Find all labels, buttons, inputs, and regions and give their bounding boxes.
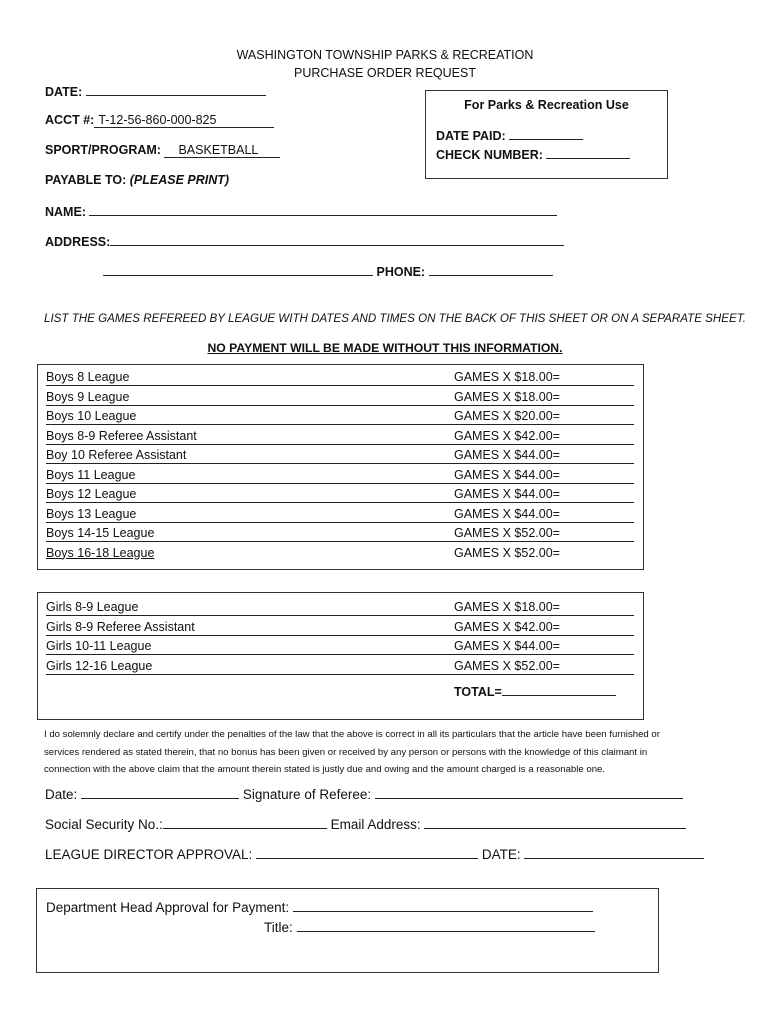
check-number-field[interactable] bbox=[546, 146, 630, 159]
league-rate: GAMES X $18.00= bbox=[454, 370, 560, 384]
league-rate: GAMES X $44.00= bbox=[454, 639, 560, 653]
league-rate: GAMES X $52.00= bbox=[454, 545, 560, 560]
signature-row bbox=[45, 786, 683, 802]
payable-label: PAYABLE TO: bbox=[45, 173, 127, 187]
name-row: NAME: bbox=[45, 203, 557, 219]
declaration-line-3: connection with the above claim that the amount therein stated is justly due and owing and the amount charged is a reasonable one. bbox=[44, 764, 606, 775]
league-row bbox=[46, 635, 634, 655]
league-rate: GAMES X $44.00= bbox=[454, 448, 560, 462]
league-rate: GAMES X $42.00= bbox=[454, 428, 560, 443]
office-box-title: For Parks & Recreation Use bbox=[464, 98, 629, 112]
boys-leagues-box bbox=[37, 364, 644, 570]
date-label: DATE: bbox=[45, 85, 83, 99]
league-name: Girls 12-16 League bbox=[46, 658, 153, 673]
league-name: Boys 14-15 League bbox=[46, 526, 155, 540]
check-number-label: CHECK NUMBER: bbox=[436, 148, 543, 162]
league-row bbox=[46, 655, 634, 675]
league-rate: GAMES X $44.00= bbox=[454, 487, 560, 501]
league-row bbox=[46, 522, 634, 542]
org-title: WASHINGTON TOWNSHIP PARKS & RECREATION bbox=[236, 48, 534, 62]
league-row bbox=[46, 386, 634, 406]
director-approval-label: LEAGUE DIRECTOR APPROVAL: bbox=[45, 847, 253, 862]
address-field-2[interactable] bbox=[103, 263, 373, 276]
league-rate: GAMES X $18.00= bbox=[454, 600, 560, 614]
referee-signature-label: Signature of Referee: bbox=[242, 787, 372, 802]
check-number-row bbox=[436, 146, 630, 162]
league-name: Boy 10 Referee Assistant bbox=[46, 448, 187, 462]
girls-leagues-box bbox=[37, 592, 644, 720]
league-rate: GAMES X $42.00= bbox=[454, 619, 560, 634]
total-row bbox=[454, 683, 616, 699]
league-row bbox=[46, 464, 634, 484]
phone-field[interactable] bbox=[429, 263, 553, 276]
program-field[interactable]: BASKETBALL bbox=[164, 143, 280, 158]
program-label: SPORT/PROGRAM: bbox=[45, 143, 161, 157]
date-paid-label: DATE PAID: bbox=[436, 129, 506, 143]
ssn-field[interactable] bbox=[163, 816, 327, 829]
league-row bbox=[46, 596, 634, 616]
dept-head-box bbox=[36, 888, 659, 973]
league-name: Boys 9 League bbox=[46, 389, 130, 404]
payment-warning: NO PAYMENT WILL BE MADE WITHOUT THIS INFORMATION. bbox=[207, 341, 563, 355]
date-row bbox=[45, 83, 266, 99]
league-name: Boys 8 League bbox=[46, 370, 130, 384]
acct-row bbox=[45, 113, 274, 128]
dept-approval-row bbox=[46, 899, 593, 915]
instructions-text: LIST THE GAMES REFEREED BY LEAGUE WITH DATES AND TIMES ON THE BACK OF THIS SHEET OR ON A SEPARATE SHEET. bbox=[44, 312, 746, 325]
date-field[interactable] bbox=[86, 83, 266, 96]
league-name: Boys 8-9 Referee Assistant bbox=[46, 428, 197, 443]
league-name: Boys 10 League bbox=[46, 409, 137, 423]
league-name: Boys 13 League bbox=[46, 506, 137, 521]
office-use-box bbox=[425, 90, 668, 179]
league-row bbox=[46, 483, 634, 503]
league-row bbox=[46, 444, 634, 464]
declaration-line-2: services rendered as stated therein, that no bonus has been given or received by any person or persons with the knowledge of this claimant in bbox=[44, 746, 648, 758]
league-name: Boys 11 League bbox=[46, 467, 136, 482]
league-name: Girls 8-9 Referee Assistant bbox=[46, 619, 195, 634]
ssn-label: Social Security No.: bbox=[45, 817, 163, 832]
acct-label: ACCT #: bbox=[45, 113, 95, 127]
sig-date-label: Date: bbox=[45, 787, 78, 802]
league-row bbox=[46, 405, 634, 425]
dept-title-label: Title: bbox=[264, 920, 293, 935]
payable-row bbox=[45, 173, 229, 187]
league-name: Boys 16-18 League bbox=[46, 545, 155, 560]
address-label: ADDRESS: bbox=[45, 235, 111, 249]
form-title: PURCHASE ORDER REQUEST bbox=[294, 66, 476, 80]
name-label: NAME bbox=[45, 205, 82, 219]
date-paid-row bbox=[436, 127, 583, 143]
referee-signature-field[interactable] bbox=[375, 786, 683, 799]
dept-title-row bbox=[264, 919, 595, 935]
league-row bbox=[46, 503, 634, 523]
total-field[interactable] bbox=[502, 683, 616, 696]
address-field-1[interactable] bbox=[110, 233, 564, 246]
email-field[interactable] bbox=[424, 816, 686, 829]
date-paid-field[interactable] bbox=[509, 127, 583, 140]
phone-label: PHONE: bbox=[376, 265, 426, 279]
league-rate: GAMES X $44.00= bbox=[454, 506, 560, 521]
declaration-line-1: I do solemnly declare and certify under the penalties of the law that the above is correct in all its particulars that the article have been furnished or bbox=[44, 729, 660, 740]
director-date-label: DATE: bbox=[481, 847, 521, 862]
acct-field[interactable]: T-12-56-860-000-825 bbox=[94, 113, 274, 128]
dept-approval-field[interactable] bbox=[293, 899, 593, 912]
league-name: Boys 12 League bbox=[46, 487, 137, 501]
director-date-field[interactable] bbox=[524, 846, 704, 859]
league-row bbox=[46, 616, 634, 636]
dept-approval-label: Department Head Approval for Payment: bbox=[46, 900, 290, 915]
league-rate: GAMES X $52.00= bbox=[454, 526, 560, 540]
email-label: Email Address: bbox=[330, 817, 421, 832]
sig-date-field[interactable] bbox=[81, 786, 239, 799]
league-row bbox=[46, 425, 634, 445]
league-rate: GAMES X $52.00= bbox=[454, 658, 560, 673]
league-name: Girls 8-9 League bbox=[46, 600, 139, 614]
address-phone-row bbox=[103, 263, 553, 279]
director-row bbox=[45, 846, 704, 862]
league-rate: GAMES X $20.00= bbox=[454, 409, 560, 423]
league-rate: GAMES X $18.00= bbox=[454, 389, 560, 404]
ssn-email-row bbox=[45, 816, 686, 832]
program-row bbox=[45, 143, 280, 158]
league-row bbox=[46, 366, 634, 386]
name-field[interactable] bbox=[89, 203, 557, 216]
league-name: Girls 10-11 League bbox=[46, 639, 152, 653]
total-label: TOTAL= bbox=[454, 685, 502, 699]
director-approval-field[interactable] bbox=[256, 846, 478, 859]
dept-title-field[interactable] bbox=[297, 919, 595, 932]
payable-note: (PLEASE PRINT) bbox=[129, 173, 230, 187]
address-row bbox=[45, 233, 564, 249]
league-row bbox=[46, 542, 634, 561]
league-rate: GAMES X $44.00= bbox=[454, 467, 560, 482]
